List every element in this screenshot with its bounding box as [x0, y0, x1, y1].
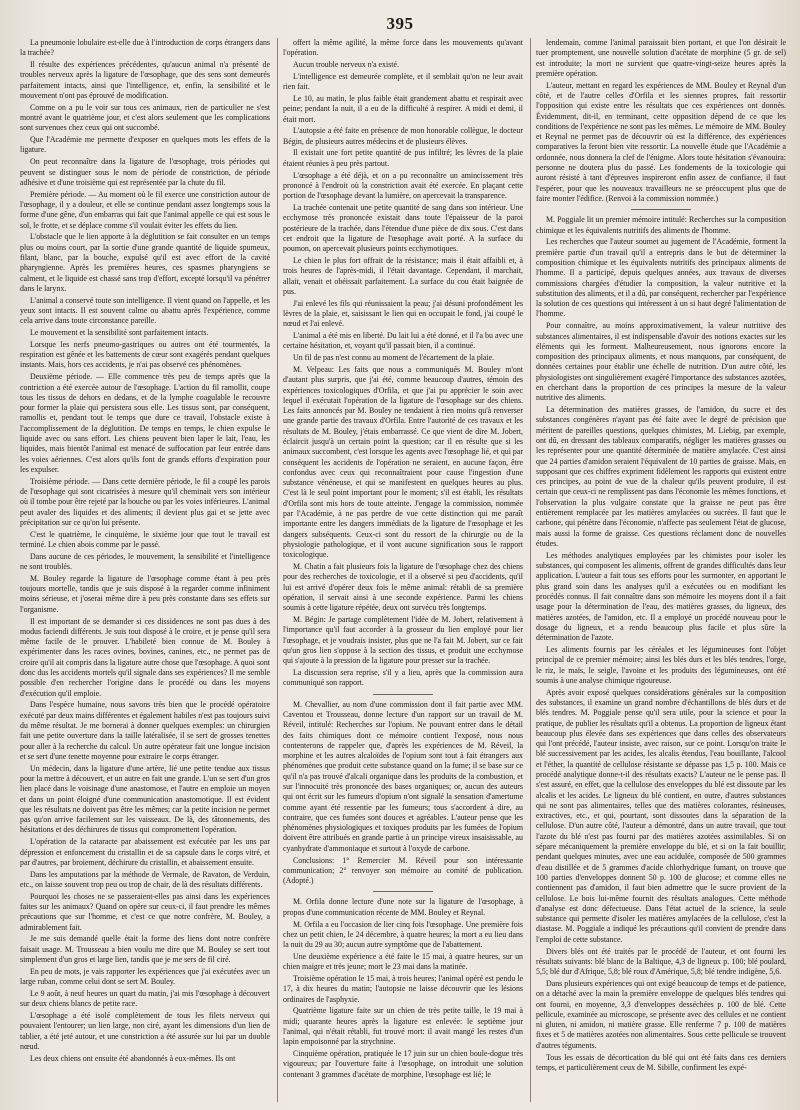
column-divider — [530, 38, 531, 1102]
body-paragraph: J'ai enlevé les fils qui réunissaient la peau; j'ai désuni profondément les lèvres de la plaie, et, saisissant le lien qui en occupait le fond, j'ai coupé le nœud et l'ai enlevé. — [283, 298, 523, 329]
section-separator — [373, 891, 433, 892]
body-paragraph: Quatrième ligature faite sur un chien de très petite taille, le 19 mai à midi; quarante heures après la ligature est enlevée: le septième jour l'animal, qui n'était rétabli, fut trouvé mort: il avait mangé les restes d'un lapin empoisonné par la strychnine. — [283, 1006, 523, 1047]
body-paragraph: lendemain, comme l'animal paraissait bien portant, et que l'on désirait le tuer promptement, une nouvelle solution d'acétate de morphine (5 gr. de sel) est introduite; la mort ne survient que quatre-vingt-seize heures après la première opération. — [536, 38, 786, 78]
body-paragraph: M. Bégin: Je partage complètement l'idée de M. Jobert, relativement à l'importance qu'il faut accorder à la grosseur du lien employé pour lier l'œsophage, et je voudrais insister, plus que ne l'a fait M. Jobert, sur ce fait qu'un gros lien s'oppose à la section des tissus, et produit une ecchymose qui s'ajoute à la pression de la ligature pour presser sur la trachée. — [283, 615, 523, 666]
body-paragraph: Pourquoi les choses ne se passeraient-elles pas ainsi dans les expériences faites sur les animaux? Quand on opère sur ceux-ci, il faut prendre les mêmes précautions que sur l'homme, et c'est ce que notre confrère, M. Bouley, a admirablement fait. — [20, 891, 270, 932]
body-paragraph: Le 10, au matin, le plus faible était grandement abattu et respirait avec peine; pendant la nuit, il a eu de la difficulté à respirer. A midi et demi, il était mort. — [283, 93, 523, 124]
body-paragraph: M. Chatin a fait plusieurs fois la ligature de l'œsophage chez des chiens pour des recherches de toxicologie, et il a observé si peu d'accidents, qu'il lui est arrivé d'opérer deux fois le même animal: rétabli de sa première opération, il servait ainsi à une seconde expérience. Parmi les chiens soumis à cette ligature répétée, deux ont survécu très longtemps. — [283, 562, 523, 613]
body-paragraph: Les aliments fournis par les céréales et les légumineuses font l'objet principal de ce premier mémoire; ainsi les blés durs et les blés tendres, l'orge, le riz, le maïs, le seigle, l'avoine et les produits des légumineuses, ont été soumis à une analyse chimique rigoureuse. — [536, 644, 786, 685]
page-number: 395 — [386, 14, 414, 33]
text-column-right — [536, 38, 786, 1106]
body-paragraph: Pour connaître, au moins approximativement, la valeur nutritive des substances alimentaires, il est indispensable d'avoir des notions exactes sur les éléments qui les forment. Malheureusement, nous ignorons encore la composition des principaux aliments, et nous manquons, par conséquent, de données certaines pour établir une échelle de nutrition. D'un autre côté, les physiologistes ont singulièrement exagéré l'importance des substances azotées, en cherchant dans la proportion de ces principes la mesure de la valeur nutritive des aliments. — [536, 321, 786, 403]
body-paragraph: Que l'Académie me permette d'exposer en quelques mots les effets de la ligature. — [20, 135, 270, 155]
body-paragraph: Un fil de pas n'est connu au moment de l'écartement de la plaie. — [293, 353, 495, 363]
body-paragraph: Première période. — Au moment où le fil exerce une constriction autour de l'œsophage, il y a douleur, et elle se continue pendant assez longtemps sous la forme d'une gêne, d'un embarras qui fait que l'animal appelle ce qui est sous le sol, le frotte, et se déplace comme s'il voulait éviter les effets du lien. — [20, 189, 270, 230]
body-paragraph: La discussion sera reprise, s'il y a lieu, après que la commission aura communiqué son rapport. — [283, 668, 523, 688]
body-paragraph: En peu de mots, je vais rapporter les expériences que j'ai exécutées avec un large ruban, comme celui dont se sert M. Bouley. — [20, 966, 270, 987]
body-paragraph: La détermination des matières grasses, de l'amidon, du sucre et des substances congénères n'ayant pas été faite avec le degré de précision que méritent de pareilles questions, quelques chimistes, M. Liebig, par exemple, ont dû, en dressant des tableaux comparatifs, négliger les matières grasses ou les représenter pour une quantité déterminée de matière amylacée. C'est ainsi que 24 parties d'amidon seraient l'équivalent de 10 parties de graisse. Mais, en supposant que ces chiffres expriment fidèlement les rapports qui existent entre ces principes, au point de vue de la chaleur qu'ils peuvent produire, il est certain que ceux-ci ne remplissent pas dans l'économie les mêmes fonctions, et l'observation la plus vulgaire constate que la graisse ne peut pas être entièrement remplacée par les matières amylacées ou sucrées. Il faut que le carbone, qui pénètre dans l'économie, n'affecte pas seulement l'état de glucose, mais aussi la forme de graisse. Ces questions réclament donc de nouvelles études. — [536, 405, 786, 548]
body-paragraph: Dans plusieurs expériences qui ont exigé beaucoup de temps et de patience, on a détaché avec la main la première enveloppe de quelques blés tendres qui ont fourni, en moyenne, 3,3 d'enveloppes desséchées p. 100 de blé. Cette pellicule, examinée au microscope, se présente avec des cellules et ne contient ni gluten, ni amidon, ni matière grasse. Elle renferme 7 p. 100 de matières fixes et 5 de matières azotées non alimentaires. Sous cette pellicule se trouvent d'autres téguments. — [536, 978, 786, 1050]
body-paragraph: Une deuxième expérience a été faite le 15 mai, à quatre heures, sur un chien maigre et très jeune; mort le 23 mai dans la matinée. — [283, 951, 523, 972]
body-paragraph: Il résulte des expériences précédentes, qu'aucun animal n'a présenté de troubles nerveux après la ligature de l'œsophage, que des sens sont demeurés parfaitement intacts, ainsi que l'intelligence, et, enfin, la sensibilité et le mouvement n'ont pas éprouvé de modification. — [20, 60, 270, 100]
body-paragraph: Dans l'espèce humaine, nous savons très bien que le procédé opératoire exécuté par deux mains différentes et également habiles n'est pas toujours suivi du même résultat. Je me bornerai à donner quelques exemples: un chirurgien fait une petite ouverture dans la taille latéralisée, il se sert de grosses tenettes pour aller à la recherche du calcul. Un autre opérateur fait une longue incision et se sert d'une tenette moyenne pour extraire le corps étranger. — [20, 700, 270, 761]
body-paragraph: Les méthodes analytiques employées par les chimistes pour isoler les substances, qui composent les aliments, offrent de grandes difficultés dans leur application. L'auteur a fait tous ses efforts pour les surmonter, en apportant le plus grand soin dans les analyses qu'il a exécutées ou en modifiant les procédés connus. Il fait connaître dans son mémoire les moyens dont il a fait usage pour la détermination de l'eau, des matières grasses, du ligneux, des matières azotées, de l'amidon, etc. Il a employé un procédé nouveau pour le dosage du ligneux, et a rendu beaucoup plus facile et plus sûre la détermination de l'azote. — [536, 550, 786, 643]
body-paragraph: L'œsophage a été isolé complètement de tous les filets nerveux qui pouvaient l'entourer; un lien large, non ciré, ayant les dimensions d'un lien de tablier, a été jeté autour, et une constriction a été assurée sur lui par un double nœud. — [20, 1011, 270, 1051]
body-paragraph: On peut reconnaître dans la ligature de l'œsophage, trois périodes qui peuvent se distinguer sous le nom de période de constriction, de période adhésive et d'une troisième qui est représentée par la chute du fil. — [20, 157, 270, 187]
body-paragraph: Troisième période. — Dans cette dernière période, le fil a coupé les parois de l'œsophage qui sont cicatrisées à mesure qu'il cheminait vers son intérieur où il tombe pour être rejeté par la bouche ou par les voies inférieures. L'animal peut avaler des liquides et des aliments; il devient plus gai et se jette avec précipitation sur ce qu'on lui présente. — [20, 476, 270, 527]
body-paragraph: offert la même agilité, la même force dans les mouvements qu'avant l'opération. — [283, 38, 523, 58]
body-paragraph: Lorsque les nerfs pneumo-gastriques ou autres ont été tourmentés, la respiration est gênée et les battements de cœur sont exagérés pendant quelques instants. Mais, hors ces accidents, je n'ai pas observé ces phénomènes. — [20, 339, 270, 370]
body-paragraph: M. Velpeau: Les faits que nous a communiqués M. Bouley m'ont d'autant plus surpris, que j'ai été, comme beaucoup d'autres, témoin des expériences toxicologiques d'Orfila, et que j'ai pu apprécier le soin avec lequel il exécutait l'opération de la ligature de l'œsophage sur des chiens. Les faits annoncés par M. Bouley ne tendaient à rien moins qu'à renverser une grande partie des travaux d'Orfila. Entre l'autorité de ces travaux et les résultats de M. Bouley, j'étais embarrassé. Ce que vient de dire M. Jobert, éclaircit jusqu'à un certain point la question; car il en résulte que si les animaux succombent, c'est lorsque les agents avec l'œsophage lié, et qui par conséquent les accidents de l'opération ne seraient, en aucune façon, être confondus avec ceux qui reconnaîtraient pour cause l'ingestion d'une substance vénéneuse, et qui se manifestent en quelques heures au plus. C'est là le seul point important pour le moment; s'il est établi, les résultats d'Orfila sont mis hors de toute atteinte. J'engage la commission, nommée par l'Académie, à ne pas perdre de vue cette distinction qui me paraît importante entre les dangers immédiats de la ligature de l'œsophage et les dangers subséquents. Ceux-ci sont du ressort de la chirurgie ou de la physiologie pathologique, et il vont aucune signification sous le rapport toxicologique. — [283, 364, 523, 560]
body-paragraph: Après avoir exposé quelques considérations générales sur la composition des substances, il examine un grand nombre d'échantillons de blés durs et de blés tendres. M. Poggiale pense qu'il sera utile, pour la science et pour la pratique, de publier les résultats qu'il a obtenus. La proportion de ligneux étant beaucoup plus élevée dans ses expériences que dans celles des observateurs qui l'ont précédé, l'auteur insiste, avec raison, sur ce point. Lorsqu'on traite le blé successivement par les acides, les alcalis étendus, l'eau bouillante, l'alcool et l'éther, la quantité de cellulose résistante se dépasse pas 1,5 p. 100. Mais ce procédé analytique donne-t-il des résultats exacts? L'auteur ne le pense pas. Il s'est assuré, en effet, que la cellulose des enveloppes du blé est dissoute par les alcalis et les acides. Le ligneux du blé contient, en outre, d'autres substances qui ne sont pas alimentaires, telles que des matières colorantes, résineuses, extractives, etc., et qui, pourtant, sont dissoutes dans la séparation de la cellulose. D'un autre côté, l'auteur a démontré, dans un autre travail, que tout l'azote du blé n'est pas fourni par des matières azotées assimilables. Si on sépare mécaniquement la première enveloppe du blé, et si on la fait bouillir, pendant quelques minutes, avec une eau acidulée, composée de 500 grammes d'eau distillée et de 5 grammes d'acide chlorhydrique fumant, on trouve que 100 parties d'enveloppes donnent 50 p. 100 de glucose; et comme elles ne contiennent pas d'amidon, il faut bien admettre que le sucre provient de la cellulose. Le bois lui-même fournit des résultats analogues. Cette méthode d'analyse est donc défectueuse. Dans l'état actuel de la science, la seule substance qui permette d'isoler les matières amylacées de la cellulose, c'est la diastase. M. Poggiale a indiqué les précautions qu'il convient de prendre dans l'emploi de cette substance. — [536, 687, 786, 944]
body-paragraph: Le mouvement et la sensibilité sont parfaitement intacts. — [30, 328, 209, 338]
body-paragraph: Tous les essais de décortication du blé qui ont été faits dans ces derniers temps, et particulièrement ceux de M. Sibille, confirment les expé- — [536, 1052, 786, 1072]
body-paragraph: Divers blés ont été traités par le procédé de l'auteur, et ont fourni les résultats suivants: blé blanc de la Baltique, 4,3 de ligneux p. 100; blé poulard, 5,5; blé dur d'Afrique, 5,8; blé roux d'Amérique, 5,8; blé tendre indigène, 5,6. — [536, 946, 786, 977]
text-column-middle — [283, 38, 523, 1106]
body-paragraph: M. Bouley regarde la ligature de l'œsophage comme étant à peu près toujours mortelle, tandis que je suis disposé à la regarder comme infiniment moins sérieuse, et j'oserai même dire à peu près constante dans ses effets sur l'organisme. — [20, 573, 270, 614]
body-paragraph: L'œsophage a été déjà, et on a pu reconnaître un amincissement très prononcé à l'endroit où la constriction avait été exercée. En plaçant cette portion de l'œsophage devant la lumière, on apercevait la transparence. — [283, 170, 523, 201]
body-paragraph: Troisième opération le 15 mai, à trois heures; l'animal opéré est pendu le 17, à dix heures du matin; l'autopsie ne laisse découvrir que les lésions ordinaires de l'asphyxie. — [283, 974, 523, 1004]
body-paragraph: Il est important de se demander si ces dissidences ne sont pas dues à des modus faciendi différents. Je suis tout disposé à le croire, et je pense qu'il sera même facile de le prouver. L'habileté bien connue de M. Bouley à expérimenter dans les races ovines, bovines, canines, etc., ne permet pas de croire qu'il ait compris dans la ligature autre chose que l'œsophage. A quoi sont donc dus les accidents mortels qu'il signale dans ses expériences? Il me semble possible d'en rechercher l'origine dans le procédé ou dans les moyens d'exécution qu'il emploie. — [20, 616, 270, 698]
body-paragraph: L'autopsie a été faite en présence de mon honorable collègue, le docteur Bégin, de plusieurs autres médecins et de plusieurs élèves. — [283, 126, 523, 146]
body-paragraph: L'opération de la cataracte par abaissement est exécutée par les uns par dépression et enfoncement du cristallin et de sa capsule dans le corps vitré, et par d'autres, par broiement, déchirure du cristallin, et abaissement ensuite. — [20, 837, 270, 867]
text-column-left — [20, 38, 270, 1106]
body-paragraph: Comme on a pu le voir sur tous ces animaux, rien de particulier ne s'est montré avant le quatrième jour, et c'est alors seulement que les complications sont survenues chez ceux qui ont succombé. — [20, 102, 270, 133]
body-paragraph: Un médecin, dans la ligature d'une artère, lié une petite tendue aux tissus pour la mettre à découvert, et un autre en fait une grande. L'un se sert d'un gros lien placé dans le voisinage d'une anastomose, et l'autre en emploie un moyen et dans un point éloigné d'une communication anastomotique. Il est évident que les résultats ne doivent pas être les mêmes; car la petite incision ne permet pas qu'on arrive facilement sur les vaisseaux. De là, des tâtonnements, des hésitations et des déchirures de tissus qui compromettent l'opération. — [20, 763, 270, 835]
body-paragraph: Dans aucune de ces périodes, le mouvement, la sensibilité et l'intelligence ne sont troublés. — [20, 551, 270, 572]
body-paragraph: La trachée contenait une petite quantité de sang dans son intérieur. Une ecchymose très prononcée existait dans toute l'épaisseur de la paroi postérieure de la trachée, dans l'étendue d'une pièce de dix sous. C'est dans cet endroit que la ligature de l'œsophage avait porté. A la surface du poumon, on apercevait plusieurs points ecchymotiques. — [283, 202, 523, 254]
body-paragraph: L'animal a été mis en liberté. Du lait lui a été donné, et il l'a bu avec une certaine hésitation, et, voyant qu'il passait bien, il a continué. — [283, 331, 523, 351]
body-paragraph: L'obstacle que le lien apporte à la déglutition se fait consulter en un temps plus ou moins court, par la sortie d'une grande quantité de liquide spumeux, filant, blanc, par la bouche, expulsé qu'il est avec effort de la cavité pharyngienne. Après les premières heures, ces spasmes pharyngiens se calment, et le liquide est chassé sans trop d'effort, excepté lorsqu'il va pénétrer dans le larynx. — [20, 232, 270, 293]
section-separator — [373, 694, 433, 695]
body-paragraph: Les deux chiens ont ensuite été abandonnés à eux-mêmes. Ils ont — [30, 1053, 236, 1063]
body-paragraph: Aucun trouble nerveux n'a existé. — [293, 60, 399, 70]
body-paragraph: L'auteur, mettant en regard les expériences de MM. Bouley et Reynal d'un côté, et de l'autre celles d'Orfila et les siennes propres, fait ressortir l'opposition qui existe entre les résultats que ces expériences ont donnés. Évidemment, dit-il, en terminant, cette opposition dépend de ce que les conditions de l'expérience ne sont pas les mêmes. Le mémoire de MM. Bouley et Reynal ne permet pas de découvrir où est la différence, des expériences comparatives la feront bien vite ressortir. La nouvelle étude que l'Académie a ordonnée, nous donnera la clef de l'énigme. Alors toute hésitation s'évanouira: personne ne doutera plus du passé. Les fondements de la toxicologie qui auront résisté à tant d'épreuves inspireront enfin assez de confiance, il faut l'espérer, pour que les nouveaux travailleurs ne se préoccupent plus que de faire monter l'édifice. (Renvoi à la commission nommée.) — [536, 80, 786, 203]
body-paragraph: Deuxième période. — Elle commence très peu de temps après que la contriction a été exercée autour de l'œsophage. L'action du fil ramollit, coupe tous les tissus de dehors en dedans, et de la lymphe coagulable le recouvre pour former la plaie qui persistera sous elle. Les tissus sont, par conséquent, ramollis et, pendant tout le temps que dure ce travail, l'obstacle existe à l'accomplissement de la déglutition. De temps en temps, le chien expulse le liquide avec ou sans effort. Les chiens peuvent bien laper le lait, l'eau, les liquides, mais bientôt l'animal est menacé de suffocation par leur entrée dans les voies aériennes. C'est alors qu'ils font de grands efforts d'expiration pour les expulser. — [20, 372, 270, 474]
body-paragraph: Les recherches que l'auteur soumet au jugement de l'Académie, forment la première partie d'un travail qu'il a entrepris dans le but de déterminer la composition chimique et les équivalents nutritifs des principaux aliments de l'homme. Il a participé, depuis quelques années, aux travaux de diverses commissions chargées d'étudier la composition, la valeur nutritive et la substitution des aliments, et il a dû, par conséquent, rechercher par l'expérience la solution de ces questions qui intéressent à un si haut degré l'alimentation de l'homme. — [536, 237, 786, 319]
body-paragraph: Dans les amputations par la méthode de Vermale, de Ravaton, de Verduin, etc., on laisse souvent trop peu ou trop de chair, de là des résultats différents. — [20, 869, 270, 889]
column-divider — [277, 38, 278, 1102]
body-paragraph: M. Orfila donne lecture d'une note sur la ligature de l'œsophage, à propos d'une communication récente de MM. Bouley et Reynal. — [283, 897, 523, 917]
body-paragraph: La pneumonie lobulaire est-elle due à l'introduction de corps étrangers dans la trachée? — [20, 38, 270, 58]
section-separator — [631, 209, 691, 210]
body-paragraph: C'est le quatrième, le cinquième, le sixième jour que tout le travail est terminé. Le chien abois comme par le passé. — [20, 529, 270, 549]
body-paragraph: Le chien le plus fort offrait de la résistance; mais il était affaibli et, à trois heures de l'après-midi, il l'était davantage. Cependant, il marchait, allait, venait et obéissait parfaitement. La surface du cou était baignée de pus. — [283, 255, 523, 296]
body-paragraph: Je me suis demandé quelle était la forme des liens dont notre confrère faisait usage. M. Trousseau a bien voulu me dire que M. Bouley se sert tout simplement d'un gros et large lien, tandis que je me sers de fil ciré. — [20, 934, 270, 965]
body-paragraph: Le 9 août, à neuf heures un quart du matin, j'ai mis l'œsophage à découvert sur deux chiens blancs de petite race. — [20, 988, 270, 1009]
body-paragraph: L'intelligence est demeurée complète, et il semblait qu'on ne leur avait rien fait. — [283, 71, 523, 92]
body-paragraph: Conclusions: 1° Remercier M. Réveil pour son intéressante communication; 2° renvoyer son mémoire au comité de publication. (Adopté.) — [283, 855, 523, 886]
body-paragraph: M. Chevallier, au nom d'une commission dont il fait partie avec MM. Caventou et Trousseau, donne lecture d'un rapport sur un travail de M. Réveil, intitulé: Recherches sur l'opium. Ne pouvant entrer dans le détail des faits chimiques dont ce mémoire contient l'exposé, nous nous contenterons de rappeler que, d'après les expériences de M. Réveil, la morphine et les autres alcaloïdes de l'opium sont tout à fait étrangers aux phénomènes que produit cette substance quand on la fume; il se base sur ce qu'il n'a pas trouvé d'alcali organique dans les produits de la combustion, et sur l'innocuité très prononcée des bases organiques; or, aucun des auteurs qui ont écrit sur les fumeurs d'opium n'ont signalé la sensation d'amertume comme ayant été ressentie par les fumeurs; tous s'accordent à dire, au contraire, que ces fumées sont douces et agréables. L'auteur pense que les phénomènes physiologiques et toxiques produits par les fumées de l'opium doivent être attribués en grande partie à un principe vireux insaisissable, au cyanhydrate d'ammoniaque et surtout à l'oxyde de carbone. — [283, 699, 523, 853]
body-paragraph: M. Poggiale lit un premier mémoire intitulé: Recherches sur la composition chimique et les équivalents nutritifs des aliments de l'homme. — [536, 215, 786, 235]
body-paragraph: M. Orfila a eu l'occasion de lier cinq fois l'œsophage. Une première fois chez un petit chien, le 24 décembre, à quatre heures; la mort a eu lieu dans la nuit du 29 au 30; aucun autre symptôme que de l'abattement. — [283, 919, 523, 950]
body-paragraph: Cinquième opération, pratiquée le 17 juin sur un chien boule-dogue très vigoureux; par l'ouverture faite à l'œsophage, on introduit une solution contenant 3 grammes d'acétate de morphine, l'œsophage est lié; le — [283, 1049, 523, 1079]
body-paragraph: Il existait une fort petite quantité de pus infiltré; les lèvres de la plaie étaient réunies à peu près partout. — [283, 148, 523, 168]
body-paragraph: L'animal a conservé toute son intelligence. Il vient quand on l'appelle, et les yeux sont intacts. Il est souvent calme ou abattu après l'expérience, comme cela arrive dans toute circonstance pareille. — [20, 295, 270, 326]
